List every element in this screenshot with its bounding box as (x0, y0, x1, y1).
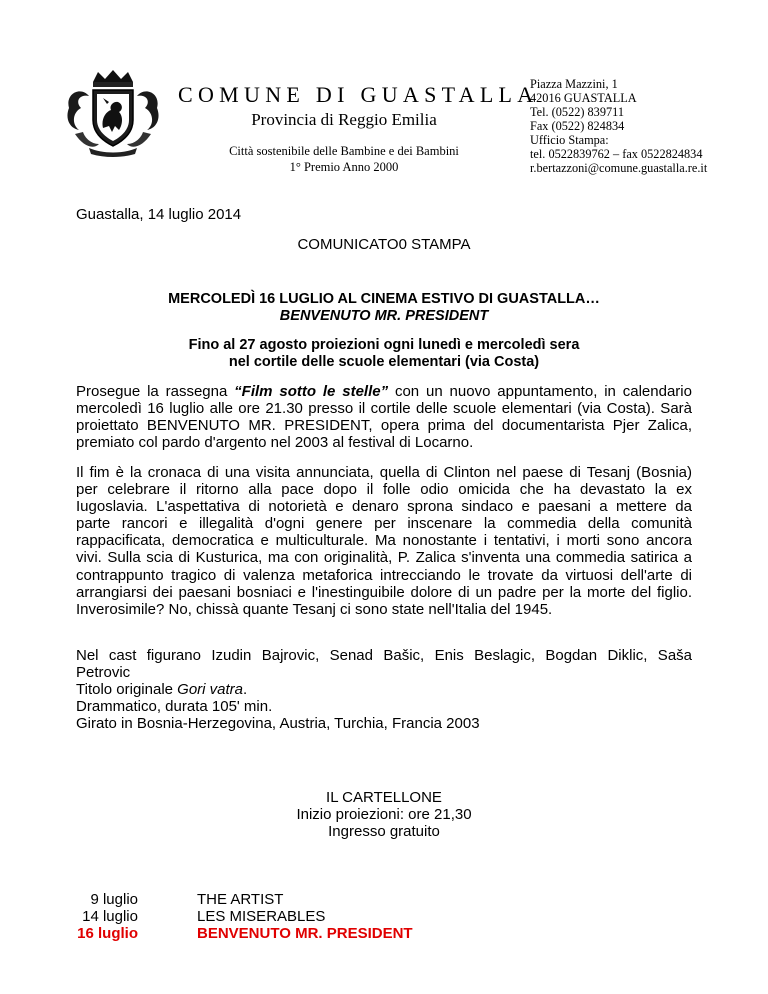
program-start-time: Inizio proiezioni: ore 21,30 (296, 806, 472, 823)
paragraph-line: proiettato BENVENUTO MR. PRESIDENT, opera prima del documentarista Pjer Zalica, (76, 417, 692, 435)
province-name: Provincia di Reggio Emilia (251, 110, 437, 129)
award-line: 1° Premio Anno 2000 (289, 160, 399, 174)
cast-line: Petrovic (76, 664, 131, 682)
contact-block (530, 77, 765, 175)
paragraph-line: parte rancori e illegalità d'ogni genere per inscenare la commedia della comunità (76, 515, 692, 533)
paragraph-line: per celebrare il ritorno alla pace dopo il folle odio omicida che ha devastato la ex (76, 481, 692, 499)
series-name: “Film sotto le stelle” (234, 383, 389, 400)
program-heading: IL CARTELLONE (326, 789, 442, 806)
paragraph-line: vivi. Sulla scia di Kusturica, ma con originalità, P. Zalica s'inventa una commedia satirica a (76, 549, 692, 567)
press-office-email: r.bertazzoni@comune.guastalla.re.it (530, 161, 708, 175)
original-title-line (76, 681, 692, 698)
schedule-row (60, 908, 540, 925)
paragraph-line: contrappunto tragico di valenza metaforica intrecciando le trovate da virtuosi dell'arte di (76, 566, 692, 584)
schedule-film: THE ARTIST (197, 891, 284, 908)
location-line: Girato in Bosnia-Herzegovina, Austria, Turchia, Francia 2003 (76, 715, 480, 733)
press-office-phone: tel. 0522839762 – fax 0522824834 (530, 147, 703, 161)
postal-line: 42016 GUASTALLA (530, 91, 637, 105)
original-title-value: Gori vatra (177, 681, 244, 699)
text-run: Prosegue la rassegna (76, 383, 235, 400)
paragraph-line: arrangiarsi dei paesani bosniaci e l'inestinguibile dolore di un padre per la morte del figlio. (76, 583, 692, 601)
paragraph-line: Inverosimile? No, chissà quante Tesanj ci sono state nell'Italia del 1945. (76, 600, 553, 618)
press-office-label: Ufficio Stampa: (530, 133, 609, 147)
fax-line: Fax (0522) 824834 (530, 119, 625, 133)
municipal-crest-icon (63, 68, 163, 158)
schedule-list (60, 891, 540, 942)
schedule-row (60, 891, 540, 908)
paragraph-line: mercoledì 16 luglio alle ore 21.30 presso il cortile delle scuole elementari (via Costa). Sarà (76, 400, 692, 418)
address-line: Piazza Mazzini, 1 (530, 77, 618, 91)
motto-line: Città sostenibile delle Bambine e dei Bambini (229, 144, 459, 158)
credits-paragraph (76, 647, 692, 732)
schedule-date: 9 luglio (90, 891, 138, 908)
motto (178, 143, 510, 175)
municipality-title: COMUNE DI GUASTALLA (178, 82, 539, 107)
subheadline (76, 337, 692, 371)
subheadline-line: nel cortile delle scuole elementari (via Costa) (228, 354, 540, 370)
schedule-film: LES MISERABLES (197, 908, 326, 925)
headline (76, 291, 692, 325)
schedule-date: 14 luglio (82, 908, 138, 925)
schedule-film: BENVENUTO MR. PRESIDENT (197, 925, 413, 942)
program-entry: Ingresso gratuito (328, 823, 440, 840)
schedule-date: 16 luglio (77, 925, 138, 942)
paragraph-line: Il fim è la cronaca di una visita annunciata, quella di Clinton nel paese di Tesanj (Bosnia) (76, 464, 692, 481)
text-run: con un nuovo appuntamento, in calendario (388, 383, 692, 400)
synopsis-paragraph (76, 464, 692, 618)
genre-line: Drammatico, durata 105' min. (76, 698, 273, 716)
cast-line: Nel cast figurano Izudin Bajrovic, Senad Bašic, Enis Beslagic, Bogdan Diklic, Saša (76, 647, 692, 664)
document-type: COMUNICATO0 STAMPA (297, 236, 471, 253)
headline-film-title: BENVENUTO MR. PRESIDENT (279, 308, 489, 324)
schedule-row-highlighted (60, 925, 540, 942)
original-title-label: Titolo originale (76, 681, 178, 699)
paragraph-line (76, 383, 692, 400)
date-line: Guastalla, 14 luglio 2014 (76, 206, 242, 223)
program-section (0, 789, 768, 840)
phone-line: Tel. (0522) 839711 (530, 105, 624, 119)
paragraph-line: Iugoslavia. L'aspettativa di notorietà e denaro sprona sindaco e paesani a mettere da (76, 498, 692, 516)
paragraph-line: rappacificata, democratica e multiculturale. Ma nonostante i tentativi, i morti sono ancora (76, 532, 692, 550)
subheadline-line: Fino al 27 agosto proiezioni ogni lunedì e mercoledì sera (188, 337, 580, 353)
headline-line: MERCOLEDÌ 16 LUGLIO AL CINEMA ESTIVO DI GUASTALLA… (168, 291, 600, 307)
paragraph-line: premiato col pardo d'argento nel 2003 al festival di Locarno. (76, 434, 474, 452)
punctuation: . (243, 681, 248, 699)
intro-paragraph (76, 383, 692, 451)
